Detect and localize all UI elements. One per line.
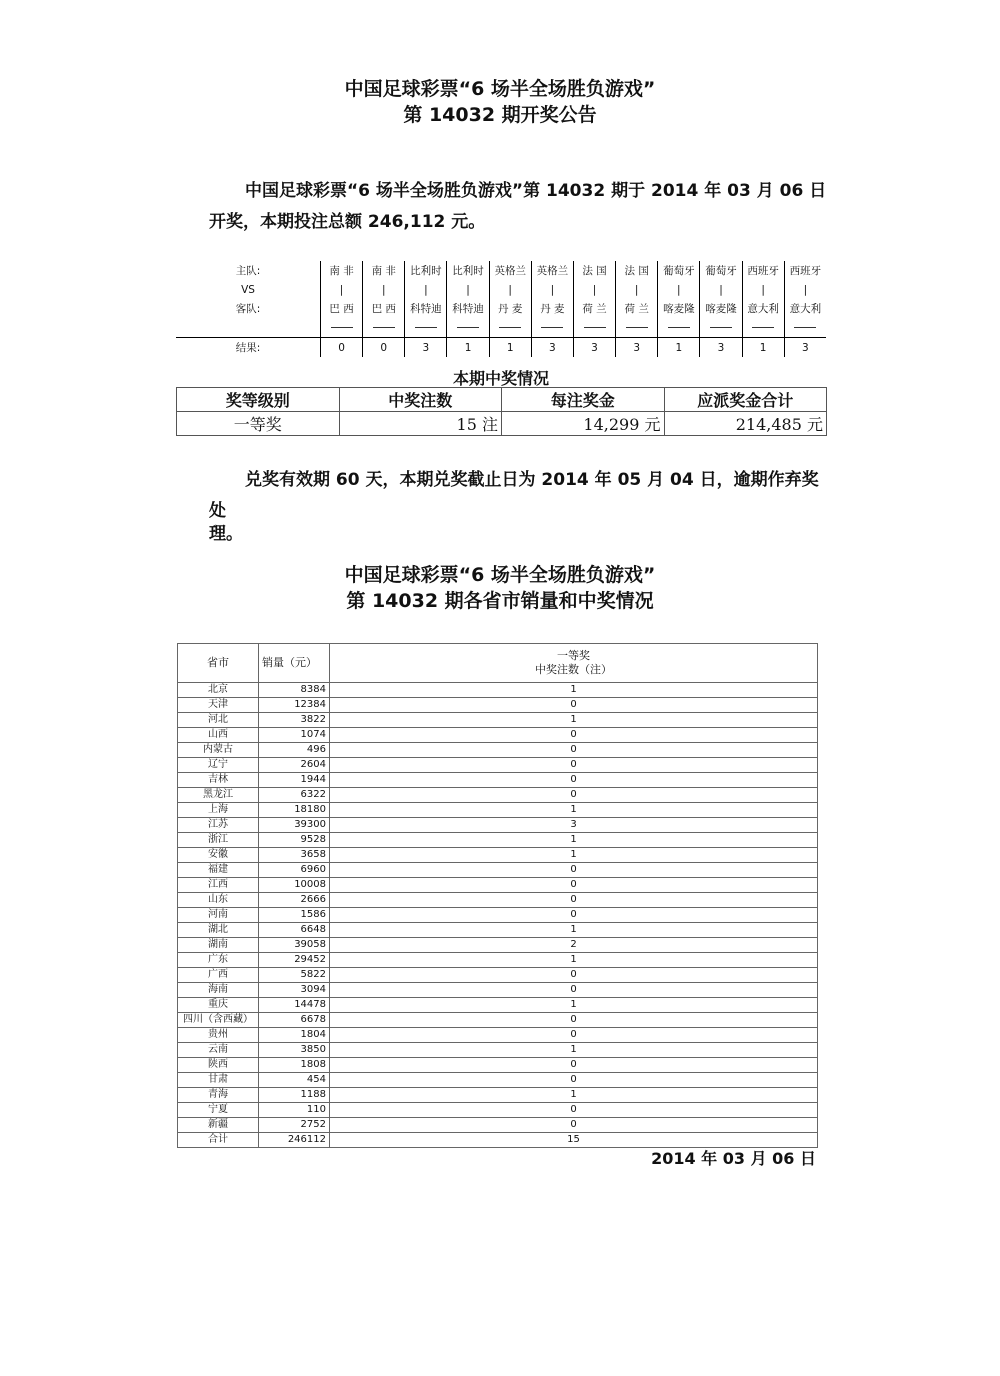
- province-row: [178, 1028, 818, 1043]
- dash-cell: [363, 318, 405, 338]
- vs-separator: |: [784, 280, 826, 299]
- province-name: 新疆: [178, 1118, 259, 1133]
- prize-header: 中奖注数: [339, 388, 502, 412]
- province-name: 广西: [178, 968, 259, 983]
- dash-cell: [531, 318, 573, 338]
- col-prize-line1: 一等奖: [557, 649, 590, 662]
- province-sales: 29452: [259, 953, 330, 968]
- intro-line-2: 开奖，本期投注总额 246,112 元。: [209, 212, 486, 232]
- province-wins: 1: [330, 803, 818, 818]
- province-sales: 1188: [259, 1088, 330, 1103]
- province-wins: 0: [330, 1118, 818, 1133]
- province-wins: 0: [330, 878, 818, 893]
- prize-header: 每注奖金: [502, 388, 665, 412]
- province-sales: 39300: [259, 818, 330, 833]
- province-row: [178, 1073, 818, 1088]
- match-results-table: [176, 261, 826, 357]
- province-sales: 12384: [259, 698, 330, 713]
- province-row: [178, 923, 818, 938]
- province-row: [178, 773, 818, 788]
- vs-separator: |: [321, 280, 363, 299]
- province-row: [178, 1118, 818, 1133]
- province-name: 上海: [178, 803, 259, 818]
- province-row: [178, 713, 818, 728]
- province-wins: 0: [330, 968, 818, 983]
- section-subtitle: 第 14032 期各省市销量和中奖情况: [346, 590, 654, 612]
- away-team: 喀麦隆: [658, 299, 700, 318]
- home-team: 比利时: [405, 261, 447, 280]
- dash-line: [373, 327, 395, 328]
- away-team: 喀麦隆: [700, 299, 742, 318]
- province-wins: 1: [330, 833, 818, 848]
- province-sales: 9528: [259, 833, 330, 848]
- intro-line-1: 中国足球彩票“6 场半全场胜负游戏”第 14032 期于 2014 年 03 月 06 日: [245, 181, 827, 201]
- result-row: [176, 338, 826, 358]
- province-table: [177, 643, 818, 1148]
- province-row: [178, 1013, 818, 1028]
- vs-separator: |: [405, 280, 447, 299]
- province-row: [178, 848, 818, 863]
- province-wins: 0: [330, 1028, 818, 1043]
- dash-line: [794, 327, 816, 328]
- province-sales: 14478: [259, 998, 330, 1013]
- province-sales: 2604: [259, 758, 330, 773]
- province-sales: 246112: [259, 1133, 330, 1148]
- province-row: [178, 788, 818, 803]
- province-name: 辽宁: [178, 758, 259, 773]
- dash-cell: [405, 318, 447, 338]
- prize-count: 15 注: [339, 412, 502, 436]
- home-team: 比利时: [447, 261, 489, 280]
- match-result: 1: [447, 338, 489, 358]
- province-row: [178, 833, 818, 848]
- vs-separator: |: [363, 280, 405, 299]
- province-sales: 5822: [259, 968, 330, 983]
- dash-line: [457, 327, 479, 328]
- away-label: 客队:: [235, 303, 261, 315]
- province-name: 广东: [178, 953, 259, 968]
- prize-header: 应派奖金合计: [664, 388, 827, 412]
- home-label: 主队:: [235, 265, 261, 277]
- province-row: [178, 743, 818, 758]
- province-wins: 1: [330, 848, 818, 863]
- province-sales: 496: [259, 743, 330, 758]
- province-sales: 1808: [259, 1058, 330, 1073]
- province-name: 甘肃: [178, 1073, 259, 1088]
- dash-line: [499, 327, 521, 328]
- vs-separator: |: [700, 280, 742, 299]
- dash-line: [752, 327, 774, 328]
- col-prize: [330, 644, 818, 683]
- province-sales: 6322: [259, 788, 330, 803]
- home-row: [176, 261, 826, 280]
- province-row: [178, 1103, 818, 1118]
- province-name: 四川（含西藏）: [178, 1013, 259, 1028]
- province-name: 天津: [178, 698, 259, 713]
- province-name: 福建: [178, 863, 259, 878]
- result-label: 结果:: [176, 338, 321, 358]
- match-result: 0: [363, 338, 405, 358]
- col-province: 省市: [178, 644, 259, 683]
- page-subtitle: 第 14032 期开奖公告: [403, 104, 597, 126]
- match-result: 1: [489, 338, 531, 358]
- province-wins: 0: [330, 773, 818, 788]
- dash-line: [415, 327, 437, 328]
- province-sales: 39058: [259, 938, 330, 953]
- province-sales: 3094: [259, 983, 330, 998]
- prize-per-bet: 14,299 元: [502, 412, 665, 436]
- home-team: 英格兰: [531, 261, 573, 280]
- province-sales: 1944: [259, 773, 330, 788]
- prize-total: 214,485 元: [664, 412, 827, 436]
- prize-table: [176, 387, 827, 436]
- province-sales: 18180: [259, 803, 330, 818]
- province-name: 陕西: [178, 1058, 259, 1073]
- province-row: [178, 953, 818, 968]
- province-wins: 0: [330, 863, 818, 878]
- away-team: 荷 兰: [573, 299, 615, 318]
- dash-cell: [700, 318, 742, 338]
- away-team: 意大利: [784, 299, 826, 318]
- match-result: 3: [700, 338, 742, 358]
- province-wins: 1: [330, 998, 818, 1013]
- province-name: 浙江: [178, 833, 259, 848]
- province-sales: 2666: [259, 893, 330, 908]
- province-row: [178, 893, 818, 908]
- vs-label: VS: [241, 283, 255, 296]
- dash-cell: [321, 318, 363, 338]
- dash-line: [668, 327, 690, 328]
- dash-cell: [658, 318, 700, 338]
- province-row: [178, 758, 818, 773]
- vs-separator: |: [742, 280, 784, 299]
- away-team: 科特迪: [405, 299, 447, 318]
- dash-cell: [616, 318, 658, 338]
- notice-line-2: 理。: [209, 524, 243, 544]
- home-team: 南 非: [363, 261, 405, 280]
- province-wins: 0: [330, 758, 818, 773]
- province-name: 青海: [178, 1088, 259, 1103]
- province-wins: 1: [330, 953, 818, 968]
- province-name: 吉林: [178, 773, 259, 788]
- dash-cell: [489, 318, 531, 338]
- dash-line: [331, 327, 353, 328]
- province-wins: 1: [330, 713, 818, 728]
- province-name: 宁夏: [178, 1103, 259, 1118]
- prize-header: 奖等级别: [177, 388, 340, 412]
- vs-separator: |: [489, 280, 531, 299]
- match-result: 1: [658, 338, 700, 358]
- dash-line: [584, 327, 606, 328]
- prize-caption: 本期中奖情况: [452, 369, 549, 388]
- dash-line: [710, 327, 732, 328]
- col-prize-line2: 中奖注数（注）: [535, 663, 612, 676]
- province-sales: 1586: [259, 908, 330, 923]
- col-sales: 销量（元）: [259, 644, 330, 683]
- prize-row: [177, 412, 827, 436]
- province-row: [178, 683, 818, 698]
- home-team: 南 非: [321, 261, 363, 280]
- province-row: [178, 1058, 818, 1073]
- footer-date: 2014 年 03 月 06 日: [651, 1149, 816, 1168]
- province-row: [178, 998, 818, 1013]
- province-name: 贵州: [178, 1028, 259, 1043]
- away-team: 荷 兰: [616, 299, 658, 318]
- province-sales: 8384: [259, 683, 330, 698]
- province-wins: 2: [330, 938, 818, 953]
- dash-cell: [784, 318, 826, 338]
- province-wins: 1: [330, 1043, 818, 1058]
- dash-cell: [573, 318, 615, 338]
- away-team: 意大利: [742, 299, 784, 318]
- province-wins: 1: [330, 923, 818, 938]
- province-sales: 3658: [259, 848, 330, 863]
- vs-separator: |: [531, 280, 573, 299]
- away-team: 丹 麦: [489, 299, 531, 318]
- province-name: 山西: [178, 728, 259, 743]
- province-wins: 0: [330, 1073, 818, 1088]
- page-title: 中国足球彩票“6 场半全场胜负游戏”: [344, 78, 656, 100]
- province-name: 河北: [178, 713, 259, 728]
- province-wins: 0: [330, 698, 818, 713]
- province-wins: 0: [330, 893, 818, 908]
- province-wins: 0: [330, 1013, 818, 1028]
- province-name: 黑龙江: [178, 788, 259, 803]
- home-team: 葡萄牙: [700, 261, 742, 280]
- match-result: 3: [616, 338, 658, 358]
- dash-line: [626, 327, 648, 328]
- dash-row: [176, 318, 826, 338]
- province-wins: 0: [330, 743, 818, 758]
- province-sales: 2752: [259, 1118, 330, 1133]
- match-result: 3: [531, 338, 573, 358]
- province-name: 山东: [178, 893, 259, 908]
- province-wins: 1: [330, 1088, 818, 1103]
- province-row: [178, 1088, 818, 1103]
- province-row: [178, 803, 818, 818]
- province-sales: 6648: [259, 923, 330, 938]
- province-wins: 3: [330, 818, 818, 833]
- province-wins: 15: [330, 1133, 818, 1148]
- province-name: 湖北: [178, 923, 259, 938]
- match-result: 1: [742, 338, 784, 358]
- home-team: 西班牙: [742, 261, 784, 280]
- dash-cell: [742, 318, 784, 338]
- province-name: 河南: [178, 908, 259, 923]
- match-result: 0: [321, 338, 363, 358]
- section-title: 中国足球彩票“6 场半全场胜负游戏”: [344, 564, 656, 586]
- province-sales: 1074: [259, 728, 330, 743]
- match-result: 3: [573, 338, 615, 358]
- away-team: 科特迪: [447, 299, 489, 318]
- province-name: 江西: [178, 878, 259, 893]
- province-row: [178, 818, 818, 833]
- province-row: [178, 1043, 818, 1058]
- home-team: 法 国: [573, 261, 615, 280]
- province-wins: 0: [330, 1058, 818, 1073]
- province-wins: 0: [330, 908, 818, 923]
- province-sales: 1804: [259, 1028, 330, 1043]
- province-name: 江苏: [178, 818, 259, 833]
- province-sales: 3822: [259, 713, 330, 728]
- notice-paragraph: [209, 465, 829, 550]
- match-result: 3: [784, 338, 826, 358]
- province-row: [178, 863, 818, 878]
- prize-level: 一等奖: [177, 412, 340, 436]
- away-row: [176, 299, 826, 318]
- prize-header-row: [177, 388, 827, 412]
- province-header-row: [178, 644, 818, 683]
- province-row: [178, 908, 818, 923]
- vs-separator: |: [658, 280, 700, 299]
- away-team: 巴 西: [321, 299, 363, 318]
- province-sales: 454: [259, 1073, 330, 1088]
- vs-separator: |: [573, 280, 615, 299]
- province-row: [178, 938, 818, 953]
- home-team: 英格兰: [489, 261, 531, 280]
- notice-line-1: 兑奖有效期 60 天，本期兑奖截止日为 2014 年 05 月 04 日，逾期作弃奖处: [209, 470, 819, 521]
- province-row: [178, 983, 818, 998]
- province-name: 重庆: [178, 998, 259, 1013]
- home-team: 葡萄牙: [658, 261, 700, 280]
- province-sales: 6678: [259, 1013, 330, 1028]
- home-team: 西班牙: [784, 261, 826, 280]
- province-row: [178, 698, 818, 713]
- intro-paragraph: [209, 176, 829, 238]
- province-wins: 0: [330, 1103, 818, 1118]
- province-name: 合计: [178, 1133, 259, 1148]
- province-row: [178, 878, 818, 893]
- province-wins: 0: [330, 788, 818, 803]
- province-name: 海南: [178, 983, 259, 998]
- dash-cell: [447, 318, 489, 338]
- province-sales: 110: [259, 1103, 330, 1118]
- province-wins: 1: [330, 683, 818, 698]
- dash-line: [541, 327, 563, 328]
- away-team: 巴 西: [363, 299, 405, 318]
- home-team: 法 国: [616, 261, 658, 280]
- province-sales: 6960: [259, 863, 330, 878]
- province-wins: 0: [330, 983, 818, 998]
- province-row: [178, 968, 818, 983]
- province-name: 内蒙古: [178, 743, 259, 758]
- away-team: 丹 麦: [531, 299, 573, 318]
- province-name: 湖南: [178, 938, 259, 953]
- vs-separator: |: [616, 280, 658, 299]
- province-name: 北京: [178, 683, 259, 698]
- province-name: 安徽: [178, 848, 259, 863]
- province-sales: 3850: [259, 1043, 330, 1058]
- province-wins: 0: [330, 728, 818, 743]
- province-sales: 10008: [259, 878, 330, 893]
- vs-row: [176, 280, 826, 299]
- vs-separator: |: [447, 280, 489, 299]
- province-name: 云南: [178, 1043, 259, 1058]
- match-result: 3: [405, 338, 447, 358]
- province-row: [178, 728, 818, 743]
